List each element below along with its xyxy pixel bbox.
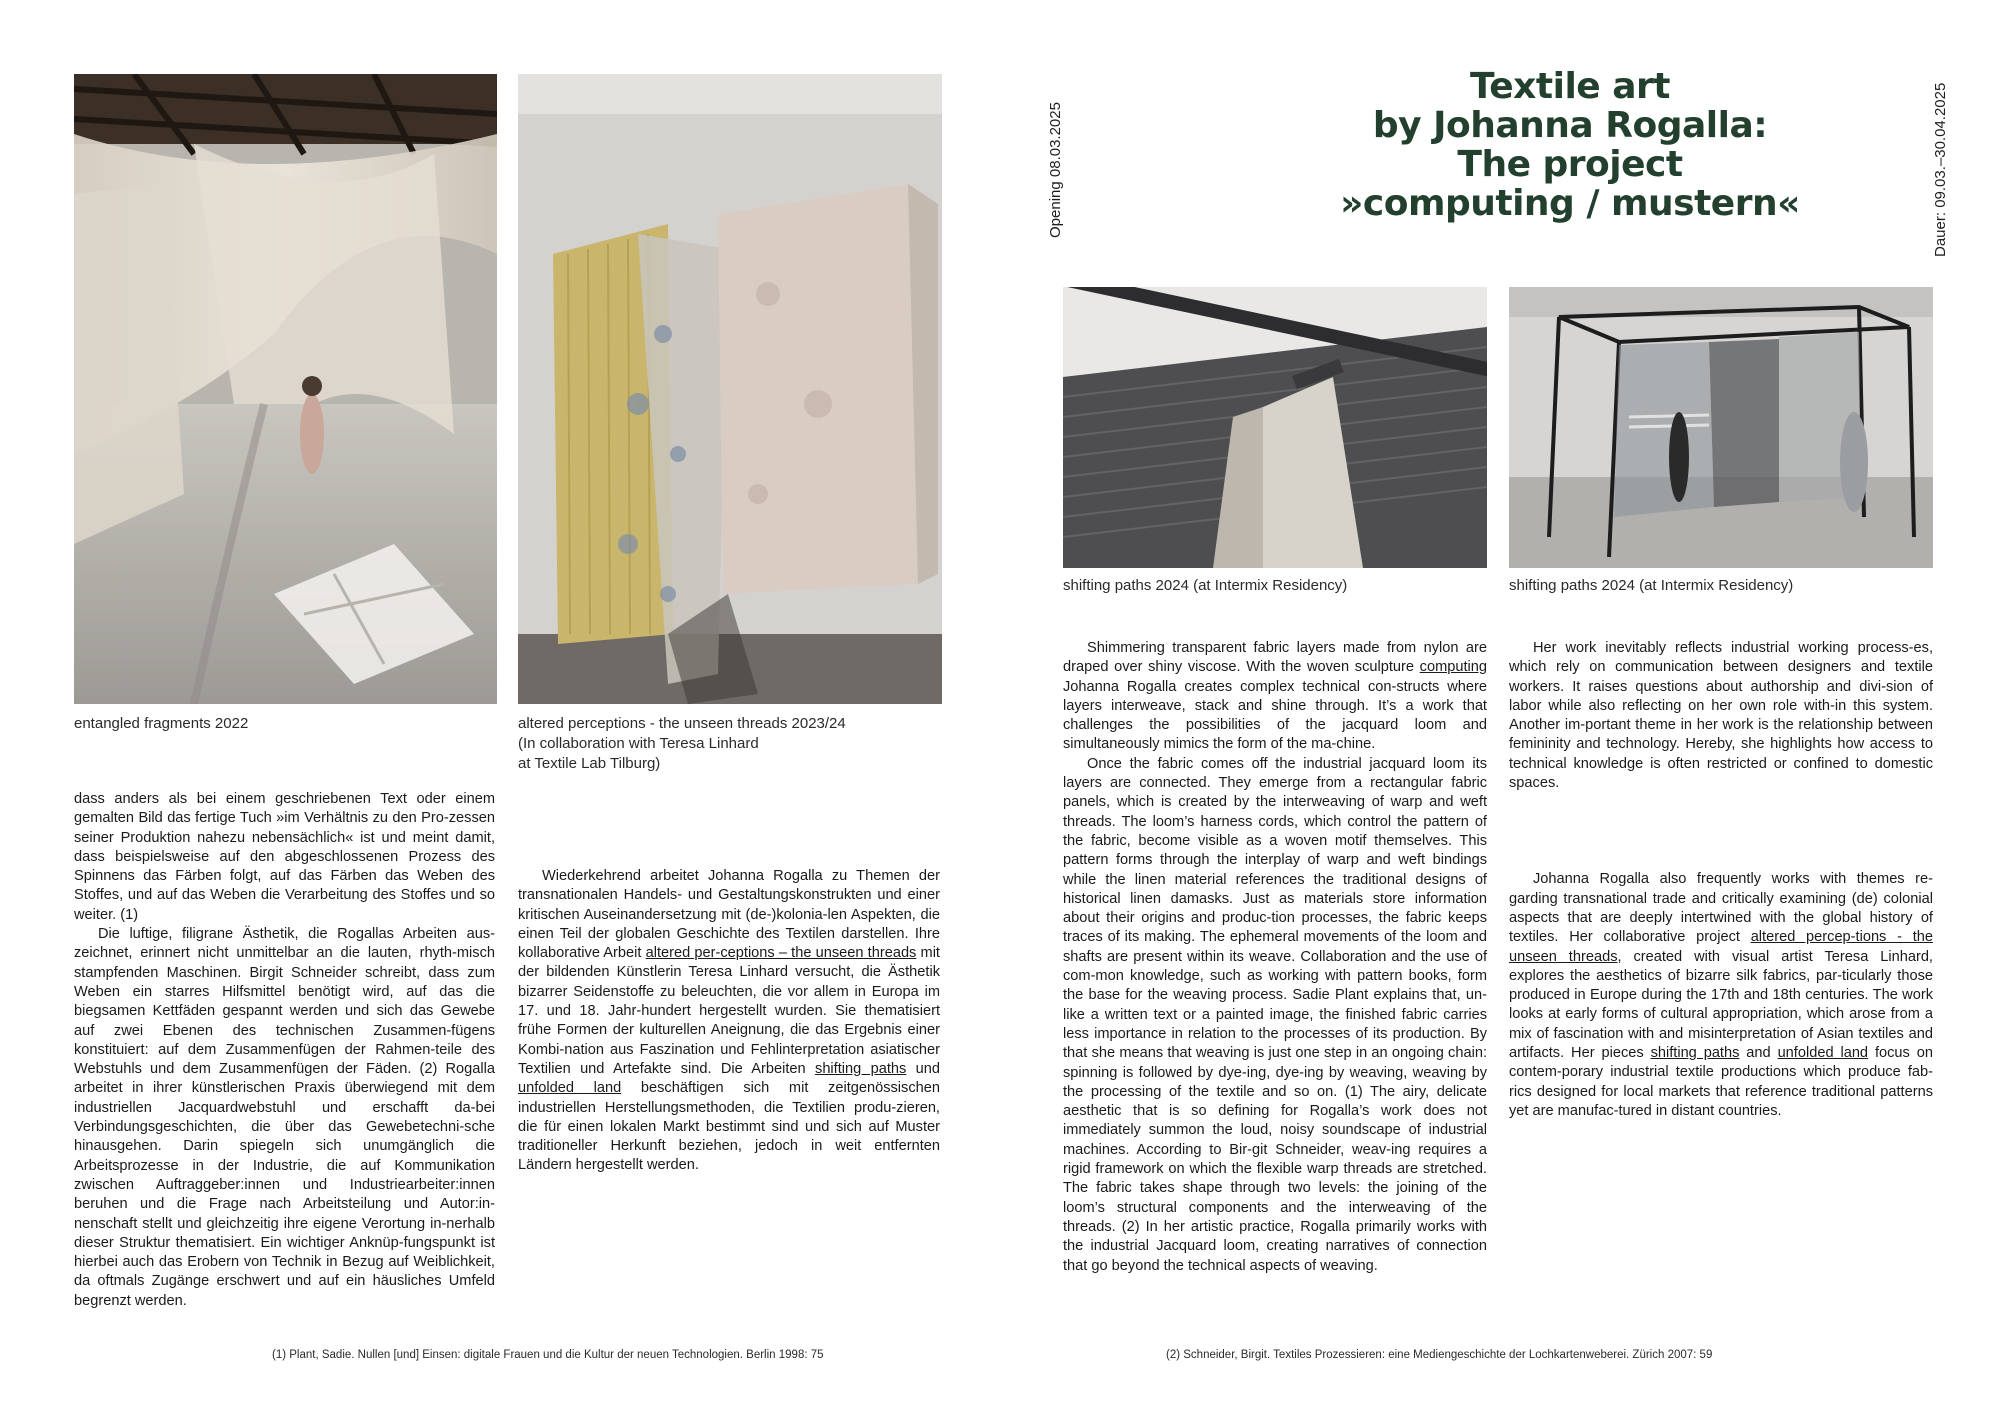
english-col2-text-a: Johanna Rogalla also frequently works with themes re-garding transnational trade and critically examining (de) colonial aspects that are deeply intertwined with the global history of textiles. Her collaborative project	[1509, 871, 1933, 946]
figure-caption-2-line-2: (In collaboration with Teresa Linhard	[518, 735, 759, 752]
page-title	[1150, 67, 1990, 223]
opening-date: Opening 08.03.2025	[1047, 102, 1064, 238]
link-unfolded-land-de[interactable]: unfolded land	[518, 1080, 622, 1097]
german-col2-text-c: und	[906, 1060, 941, 1077]
figure-caption-2-line-1: altered perceptions - the unseen threads 2023/24	[518, 715, 846, 732]
english-col2-text-c: and	[1739, 1045, 1778, 1062]
link-computing[interactable]: computing	[1419, 659, 1487, 676]
figure-caption-1: entangled fragments 2022	[74, 715, 249, 732]
link-shifting-paths-de[interactable]: shifting paths	[815, 1060, 907, 1077]
german-col2-text-b: mit der bildenden Künstlerin Teresa Linhard versucht, die Ästhetik bizarrer Seidenstoffe zu beleuchten, die vor allem in Europa im 17. und 18. Jahr-hundert hergestellt wurden. Sie thematisiert frühe Formen der kulturellen Aneignung, die das Ergebnis einer Kombi-nation aus Faszination und Fehlinterpretation asiatischer Textilien und Artefakte sind. Die Arbeiten	[518, 945, 940, 1077]
title-line-1: Textile art	[1469, 66, 1670, 107]
english-col2-text-b: , created with visual artist Teresa Linhard, explores the aesthetics of bizarre silk fabrics, par-ticularly those produced in Europe during the 17th and 18th centuries. The work looks at early forms of cultural appropriation, which arose from a mix of fascination with and misinterpretation of Asian textiles and artifacts. Her pieces	[1509, 948, 1933, 1062]
link-altered-perceptions-en[interactable]: altered percep-tions - the unseen threads	[1509, 929, 1933, 965]
english-col2-paragraph-1: Her work inevitably reflects industrial working process-es, which rely on communication between designers and textile workers. It raises questions about authorship and divi-sion of labor while also reflecting on her own role with-in this system. Another im-portant theme in her work is the relationship between femininity and technology. Hereby, she highlights how access to technical knowledge is often restricted or confined to domestic spaces.	[1509, 640, 1933, 792]
photo-entangled-fragments	[74, 74, 497, 704]
footnote-left: (1) Plant, Sadie. Nullen [und] Einsen: digitale Frauen und die Kultur der neuen Technologien. Berlin 1998: 75	[272, 1349, 824, 1361]
figure-caption-4: shifting paths 2024 (at Intermix Residency)	[1509, 577, 1794, 594]
english-col1-text-a: Shimmering transparent fabric layers made from nylon are draped over shiny viscose. With the woven sculpture	[1063, 640, 1487, 676]
title-line-4: »computing / mustern«	[1340, 183, 1800, 224]
link-altered-perceptions-de[interactable]: altered per-ceptions – the unseen threads	[645, 945, 917, 962]
figure-caption-2	[518, 714, 846, 774]
german-column-1	[74, 790, 495, 1311]
exhibition-duration: Dauer: 09.03.–30.04.2025	[1932, 82, 1949, 257]
english-column-1	[1063, 639, 1487, 1276]
german-col1-paragraph-1: dass anders als bei einem geschriebenen Text oder einem gemalten Bild das fertige Tuch »im Verhältnis zu den Pro-zessen seiner Produktion nahezu nebensächlich« ist und meint damit, dass beispielsweise auf den abgeschlossenen Prozess des Spinnens das Färben folgt, auf das Färben das Weben des Stoffes, und auf das Weben die Verarbeitung des Stoffes und so weiter. (1)	[74, 791, 495, 923]
title-line-3: The project	[1457, 144, 1683, 185]
figure-caption-3: shifting paths 2024 (at Intermix Residency)	[1063, 577, 1348, 594]
figure-caption-2-line-3: at Textile Lab Tilburg)	[518, 755, 661, 772]
german-col2-text-a: Wiederkehrend arbeitet Johanna Rogalla zu Themen der transnationalen Handels- und Gestaltungskonstrukten und einer kritischen Auseinandersetzung mit (de-)kolonia-len Aspekten, die einen Teil der globalen Geschichte des Textilen darstellen. Ihre kollaborative Arbeit	[518, 868, 940, 962]
photo-altered-perceptions	[518, 74, 942, 704]
title-line-2: by Johanna Rogalla:	[1372, 105, 1768, 146]
link-shifting-paths-en[interactable]: shifting paths	[1650, 1045, 1740, 1062]
english-col2-paragraph-2	[1509, 870, 1933, 1121]
english-col1-paragraph-1	[1063, 639, 1487, 755]
footnote-right: (2) Schneider, Birgit. Textiles Prozessieren: eine Mediengeschichte der Lochkartenweberei. Zürich 2007: 59	[1166, 1349, 1713, 1361]
english-col1-text-b: Johanna Rogalla creates complex technical con-structs where layers interweave, stack and shine through. It’s a work that challenges the possibilities of the jacquard loom and simultaneously mimics the form of the ma-chine.	[1063, 678, 1487, 753]
english-col1-paragraph-2: Once the fabric comes off the industrial jacquard loom its layers are connected. They emerge from a rectangular fabric panels, which is created by the interweaving of warp and weft threads. The loom’s harness cords, which control the pattern of the fabric, become visible as a woven motif themselves. This pattern forms through the interplay of warp and weft bindings while the linen material references the traditional designs of historical linen damasks. Just as materials store information about their origins and produc-tion processes, the fabric keeps traces of its making. The ephemeral movements of the loom and shafts are present within its weave. Collaboration and the use of com-mon knowledge, such as working with pattern books, form the base for the weaving process. Sadie Plant explains that, un-like a written text or a painted image, the finished fabric carries less importance in relation to the processes of its production. By that she means that weaving is just one step in an ongoing chain: spinning is followed by dye-ing, dye-ing by weaving, weaving by the processing of the textile and so on. (1) The airy, delicate aesthetic that is so defining for Rogalla’s work does not immediately summon the loud, noisy soundscape of industrial machines. According to Bir-git Schneider, weav-ing requires a rigid framework on which the flexible warp threads are stretched. The fabric takes shape through two levels: the joining of the loom’s structural components and the interweaving of the threads. (2) In her artistic practice, Rogalla primarily works with the industrial Jacquard loom, creating narratives of connection that go beyond the technical aspects of weaving.	[1063, 755, 1487, 1274]
german-col1-paragraph-2: Die luftige, filigrane Ästhetik, die Rogallas Arbeiten aus-zeichnet, erinnert nicht unmittelbar an die lauten, rhyth-misch stampfenden Maschinen. Birgit Schneider schreibt, dass zum Weben ein starres Hilfsmittel benötigt wird, auf das die biegsamen Kettfäden gespannt werden und sich das Gewebe auf zwei Ebenen des technischen Zusammen-fügens konstituiert: auf dem Zusammenfügen der Rahmen-teile des Webstuhls und dem Zusammenfügen der Fäden. (2) Rogalla arbeitet in ihrer künstlerischen Praxis überwiegend mit dem industriellen Jacquardwebstuhl und erschafft da-bei Verbindungsgeschichten, die über das Gewebetechni-sche hinausgehen. Darin spiegeln sich unumgänglich die Arbeitsprozesse in der Industrie, die auf Kommunikation zwischen Auftraggeber:innen und Industriearbeiter:innen beruhen und die Frage nach Arbeitsteilung und Autor:in-nenschaft stellt und gleichzeitig ihre eigene Verortung in-nerhalb dieser Struktur thematisiert. Ein wichtiger Anknüp-fungspunkt ist hierbei auch das Erobern von Technik in Bezug auf Weiblichkeit, da oftmals Zugänge erschwert und auf ein häusliches Umfeld begrenzt werden.	[74, 926, 495, 1309]
german-col2-text-d: beschäftigen sich mit zeitgenössischen industriellen Herstellungsmethoden, die Textilien produ-zieren, die für einen lokalen Markt bestimmt sind und sich auf Muster traditioneller Herkunft beziehen, jedoch in weit entfernten Ländern hergestellt werden.	[518, 1080, 940, 1174]
english-column-2	[1509, 639, 1933, 1121]
english-col2-text-d: focus on contem-porary industrial textile productions which produce fab-rics designed for local markets that reference traditional patterns yet are manufac-tured in distant countries.	[1509, 1045, 1933, 1119]
link-unfolded-land-en[interactable]: unfolded land	[1777, 1045, 1869, 1062]
german-col2-paragraph-1	[518, 867, 940, 1176]
photo-shifting-paths-detail	[1063, 287, 1487, 568]
german-column-2	[518, 867, 940, 1176]
photo-shifting-paths-installation	[1509, 287, 1933, 568]
